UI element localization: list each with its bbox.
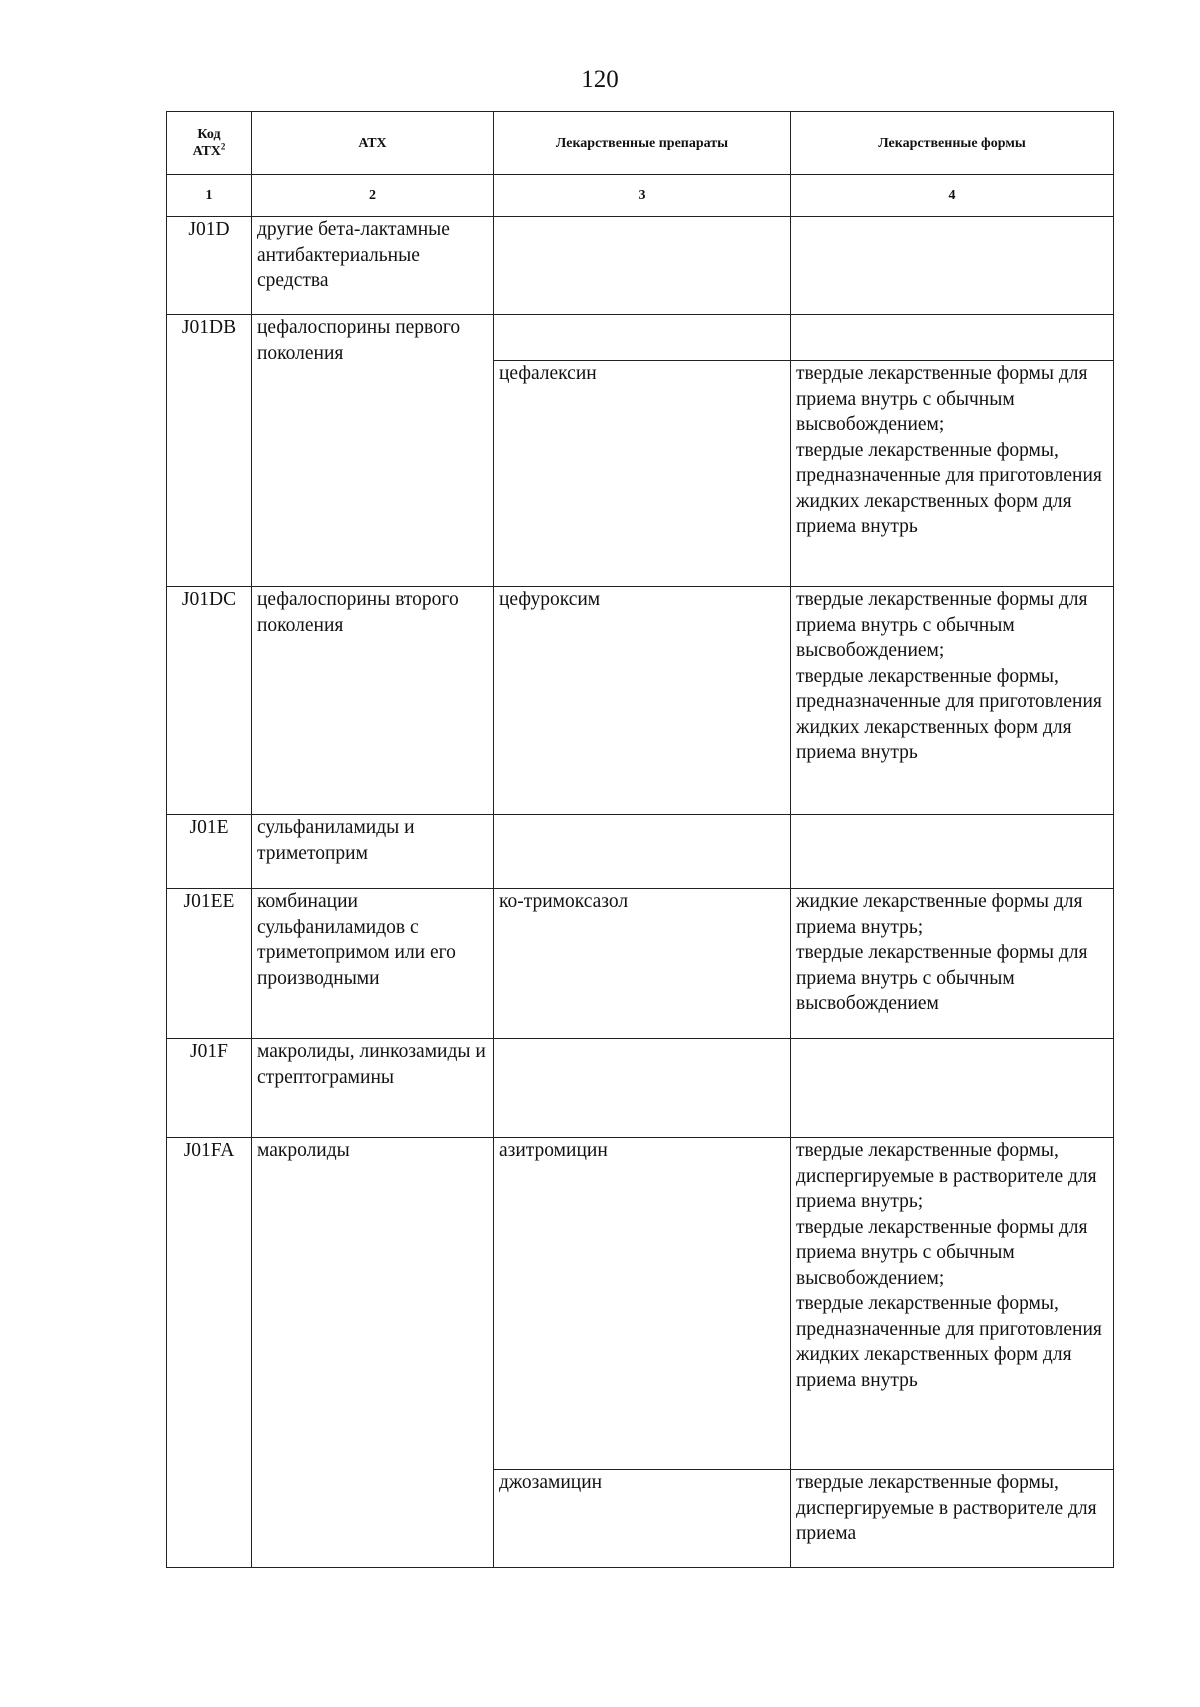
header-forms: Лекарственные формы	[791, 112, 1114, 175]
atc-name-cell: макролиды	[252, 1138, 494, 1568]
atc-table	[166, 111, 1114, 1568]
forms-cell: твердые лекарственные формы для приема внутрь с обычным высвобождением; твердые лекарственные формы, предназначенные для приготовления жидких лекарственных форм для приема внутрь	[791, 587, 1114, 815]
drug-cell	[494, 1039, 791, 1138]
forms-cell: твердые лекарственные формы, диспергируемые в растворителе для приема	[791, 1470, 1114, 1568]
atc-name-cell: комбинации сульфаниламидов с триметопримом или его производными	[252, 889, 494, 1039]
drug-cell: ко-тримоксазол	[494, 889, 791, 1039]
column-number: 4	[791, 175, 1114, 217]
drug-cell	[494, 217, 791, 315]
atc-name-cell: цефалоспорины второго поколения	[252, 587, 494, 815]
column-number-row	[167, 175, 1114, 217]
drug-cell: джозамицин	[494, 1470, 791, 1568]
column-number: 1	[167, 175, 252, 217]
atc-name-cell: макролиды, линкозамиды и стрептограмины	[252, 1039, 494, 1138]
drug-cell: цефуроксим	[494, 587, 791, 815]
atc-code-cell: J01DC	[167, 587, 252, 815]
forms-cell	[791, 815, 1114, 889]
header-atc: АТХ	[252, 112, 494, 175]
table-row	[167, 217, 1114, 315]
drug-cell: азитромицин	[494, 1138, 791, 1470]
table-row	[167, 315, 1114, 361]
atc-name-cell: сульфаниламиды и триметоприм	[252, 815, 494, 889]
header-atc-code: Код АТХ$^2$	[167, 112, 252, 175]
drug-cell: цефалексин	[494, 361, 791, 587]
table-row	[167, 1039, 1114, 1138]
table-row	[167, 1138, 1114, 1470]
atc-name-cell: другие бета-лактамные антибактериальные средства	[252, 217, 494, 315]
forms-cell	[791, 315, 1114, 361]
table-row	[167, 587, 1114, 815]
column-number: 2	[252, 175, 494, 217]
atc-code-cell: J01FA	[167, 1138, 252, 1568]
atc-code-cell: J01DB	[167, 315, 252, 587]
drug-cell	[494, 815, 791, 889]
atc-code-cell: J01F	[167, 1039, 252, 1138]
atc-name-cell: цефалоспорины первого поколения	[252, 315, 494, 587]
table-header-row	[167, 112, 1114, 175]
forms-cell: жидкие лекарственные формы для приема внутрь; твердые лекарственные формы для приема внутрь с обычным высвобождением	[791, 889, 1114, 1039]
column-number: 3	[494, 175, 791, 217]
atc-code-cell: J01D	[167, 217, 252, 315]
atc-code-cell: J01EE	[167, 889, 252, 1039]
forms-cell: твердые лекарственные формы, диспергируемые в растворителе для приема внутрь; твердые лекарственные формы для приема внутрь с обычным высвобождением; твердые лекарственные формы, предназначенные для приготовления жидких лекарственных форм для приема внутрь	[791, 1138, 1114, 1470]
page-number: 120	[581, 66, 619, 93]
table-row	[167, 889, 1114, 1039]
forms-cell	[791, 217, 1114, 315]
forms-cell	[791, 1039, 1114, 1138]
header-drugs: Лекарственные препараты	[494, 112, 791, 175]
forms-cell: твердые лекарственные формы для приема внутрь с обычным высвобождением; твердые лекарственные формы, предназначенные для приготовления жидких лекарственных форм для приема внутрь	[791, 361, 1114, 587]
drug-cell	[494, 315, 791, 361]
atc-code-cell: J01E	[167, 815, 252, 889]
table-row	[167, 815, 1114, 889]
